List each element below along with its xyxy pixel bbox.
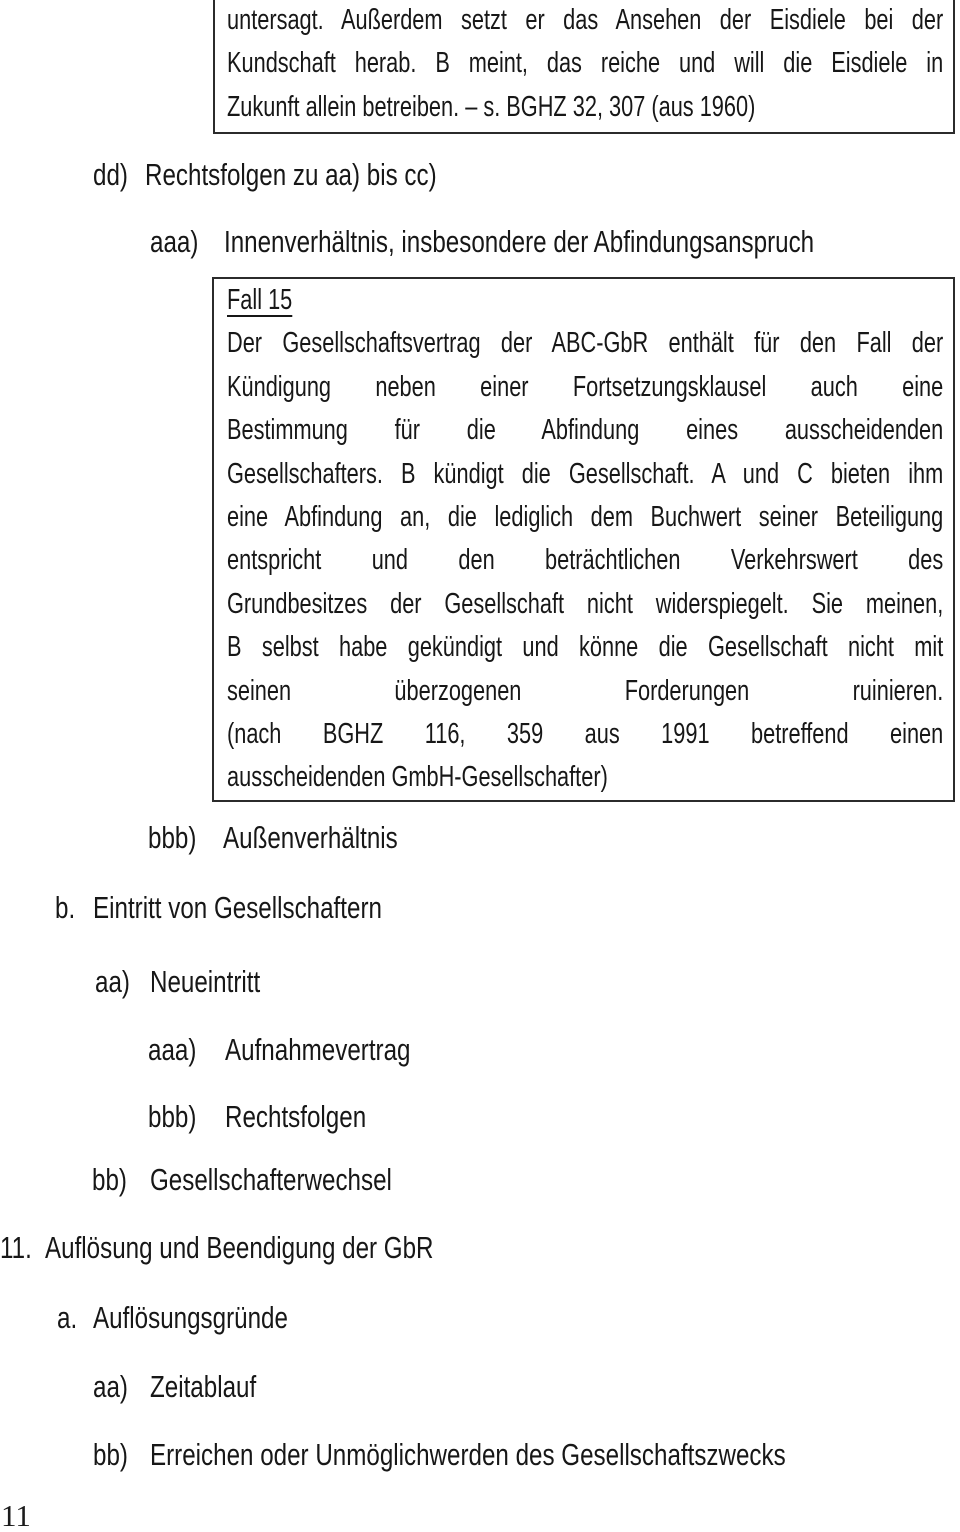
outline-marker: bb) [93, 1437, 128, 1472]
outline-marker: aa) [93, 1369, 128, 1404]
outline-item-b-eintritt [0, 892, 960, 936]
outline-marker: bb) [92, 1162, 127, 1197]
outline-marker: b. [55, 890, 76, 925]
case-text-line: untersagt. Außerdem setzt er das Ansehen der Eisdiele bei der [227, 4, 944, 36]
page-number: 11 [1, 1498, 31, 1532]
fall-text-line: Der Gesellschaftsvertrag der ABC-GbR enthält für den Fall der [227, 327, 944, 360]
outline-marker: aa) [95, 964, 130, 999]
outline-item-11-aufloesung [0, 1232, 960, 1276]
outline-marker: bbb) [148, 820, 197, 855]
fall-text-line: Gesellschafters. B kündigt die Gesellschaft. A und C bieten ihm [227, 457, 944, 490]
outline-label: Aufnahmevertrag [225, 1032, 411, 1067]
outline-label: Neueintritt [150, 964, 261, 999]
fall-text-line: Kündigung neben einer Fortsetzungsklausel auch eine [227, 370, 944, 403]
outline-label: Zeitablauf [150, 1369, 257, 1404]
outline-marker: aaa) [150, 224, 199, 259]
outline-marker: aaa) [148, 1032, 197, 1067]
fall-text-line: Grundbesitzes der Gesellschaft nicht widerspiegelt. Sie meinen, [227, 587, 944, 620]
fall-text-line: entspricht und den beträchtlichen Verkehrswert des [227, 544, 944, 577]
fall-text-line: (nach BGHZ 116, 359 aus 1991 betreffend einen [227, 717, 944, 750]
case-text-line: Kundschaft herab. B meint, das reiche und will die Eisdiele in [227, 47, 944, 80]
outline-item-bb-gesellschafterwechsel [0, 1164, 960, 1208]
outline-label: Innenverhältnis, insbesondere der Abfindungsanspruch [224, 224, 815, 259]
fall-15-text [214, 279, 953, 800]
outline-label: Erreichen oder Unmöglichwerden des Gesellschaftszwecks [150, 1437, 786, 1472]
outline-label: Außenverhältnis [223, 820, 398, 855]
fall-15-title: Fall 15 [227, 284, 293, 316]
outline-label: Auflösung und Beendigung der GbR [45, 1230, 434, 1265]
outline-item-a-aufloesungsgruende [0, 1302, 960, 1346]
case-box-continued [213, 0, 955, 134]
fall-text-line: B selbst habe gekündigt und könne die Gesellschaft nicht mit [227, 631, 944, 664]
outline-label: Auflösungsgründe [93, 1300, 288, 1335]
outline-item-dd-rechtsfolgen [0, 159, 960, 203]
fall-text-line: eine Abfindung an, die lediglich dem Buchwert seiner Beteiligung [227, 500, 944, 533]
outline-label: Eintritt von Gesellschaftern [93, 890, 382, 925]
outline-item-aaa-innenverhaeltnis [0, 226, 960, 270]
outline-label: Rechtsfolgen [225, 1099, 367, 1134]
outline-marker: bbb) [148, 1099, 197, 1134]
fall-15-box [212, 277, 955, 802]
outline-item-aa-zeitablauf [0, 1371, 960, 1415]
outline-item-bbb-aussenverhaeltnis [0, 822, 960, 866]
fall-text-line: Bestimmung für die Abfindung eines ausscheidenden [227, 414, 944, 447]
outline-label: Gesellschafterwechsel [150, 1162, 392, 1197]
outline-marker: dd) [93, 157, 128, 192]
outline-item-aaa-aufnahmevertrag [0, 1034, 960, 1078]
outline-item-aa-neueintritt [0, 966, 960, 1010]
outline-marker: 11. [0, 1230, 32, 1265]
case-box-continued-text [215, 0, 953, 129]
outline-label: Rechtsfolgen zu aa) bis cc) [145, 157, 437, 192]
outline-item-bbb-rechtsfolgen [0, 1101, 960, 1145]
outline-item-bb-erreichen [0, 1439, 960, 1483]
outline-marker: a. [57, 1300, 78, 1335]
case-text-line: Zukunft allein betreiben. – s. BGHZ 32, 307 (aus 1960) [227, 90, 756, 123]
fall-text-line: ausscheidenden GmbH-Gesellschafter) [227, 761, 608, 794]
fall-text-line: seinen überzogenen Forderungen ruinieren. [227, 674, 944, 707]
